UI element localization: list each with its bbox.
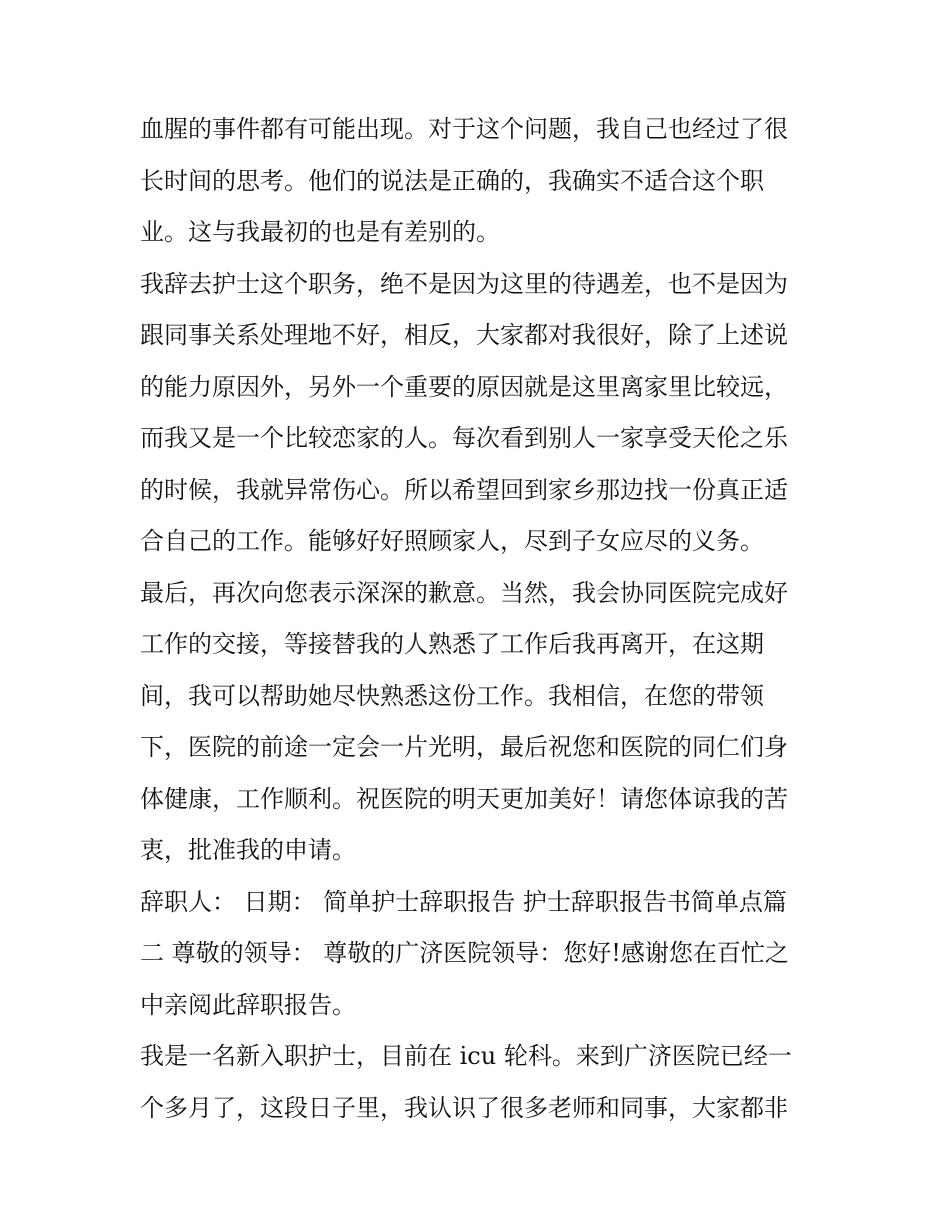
text-line: 的时候，我就异常伤心。所以希望回到家乡那边找一份真正适 [140, 475, 788, 504]
text-line: 跟同事关系处理地不好，相反，大家都对我很好，除了上述说 [140, 321, 788, 349]
text-line: 辞职人： 日期： 简单护士辞职报告 护士辞职报告书简单点篇 [140, 887, 787, 916]
text-line: 长时间的思考。他们的说法是正确的，我确实不适合这个职 [140, 166, 764, 195]
text-line: 个多月了，这段日子里，我认识了很多老师和同事，大家都非 [140, 1093, 788, 1122]
text-line: 最后，再次向您表示深深的歉意。当然，我会协同医院完成好 [140, 578, 788, 607]
text-line: 体健康，工作顺利。祝医院的明天更加美好！请您体谅我的苦 [140, 784, 788, 813]
text-line: 二 尊敬的领导： 尊敬的广济医院领导：您好!感谢您在百忙之 [140, 939, 789, 967]
text-line: 中亲阅此辞职报告。 [140, 990, 356, 1019]
text-line: 间，我可以帮助她尽快熟悉这份工作。我相信，在您的带领 [140, 681, 764, 710]
text-line: 工作的交接，等接替我的人熟悉了工作后我再离开，在这期 [140, 630, 764, 658]
text-line: 合自己的工作。能够好好照顾家人，尽到子女应尽的义务。 [140, 527, 764, 555]
text-line: 衷，批准我的申请。 [140, 836, 356, 864]
text-line: 血腥的事件都有可能出现。对于这个问题，我自己也经过了很 [140, 115, 788, 143]
text-line: 的能力原因外，另外一个重要的原因就是这里离家里比较远， [140, 372, 788, 401]
text-line: 而我又是一个比较恋家的人。每次看到别人一家享受天伦之乐 [140, 424, 788, 452]
text-line: 我是一名新入职护士，目前在 icu 轮科。来到广济医院已经一 [140, 1042, 792, 1070]
text-line: 我辞去护士这个职务，绝不是因为这里的待遇差，也不是因为 [140, 269, 788, 298]
body-text [140, 104, 812, 1134]
text-line: 下，医院的前途一定会一片光明，最后祝您和医院的同仁们身 [140, 733, 788, 761]
text-line: 业。这与我最初的也是有差别的。 [140, 218, 500, 246]
